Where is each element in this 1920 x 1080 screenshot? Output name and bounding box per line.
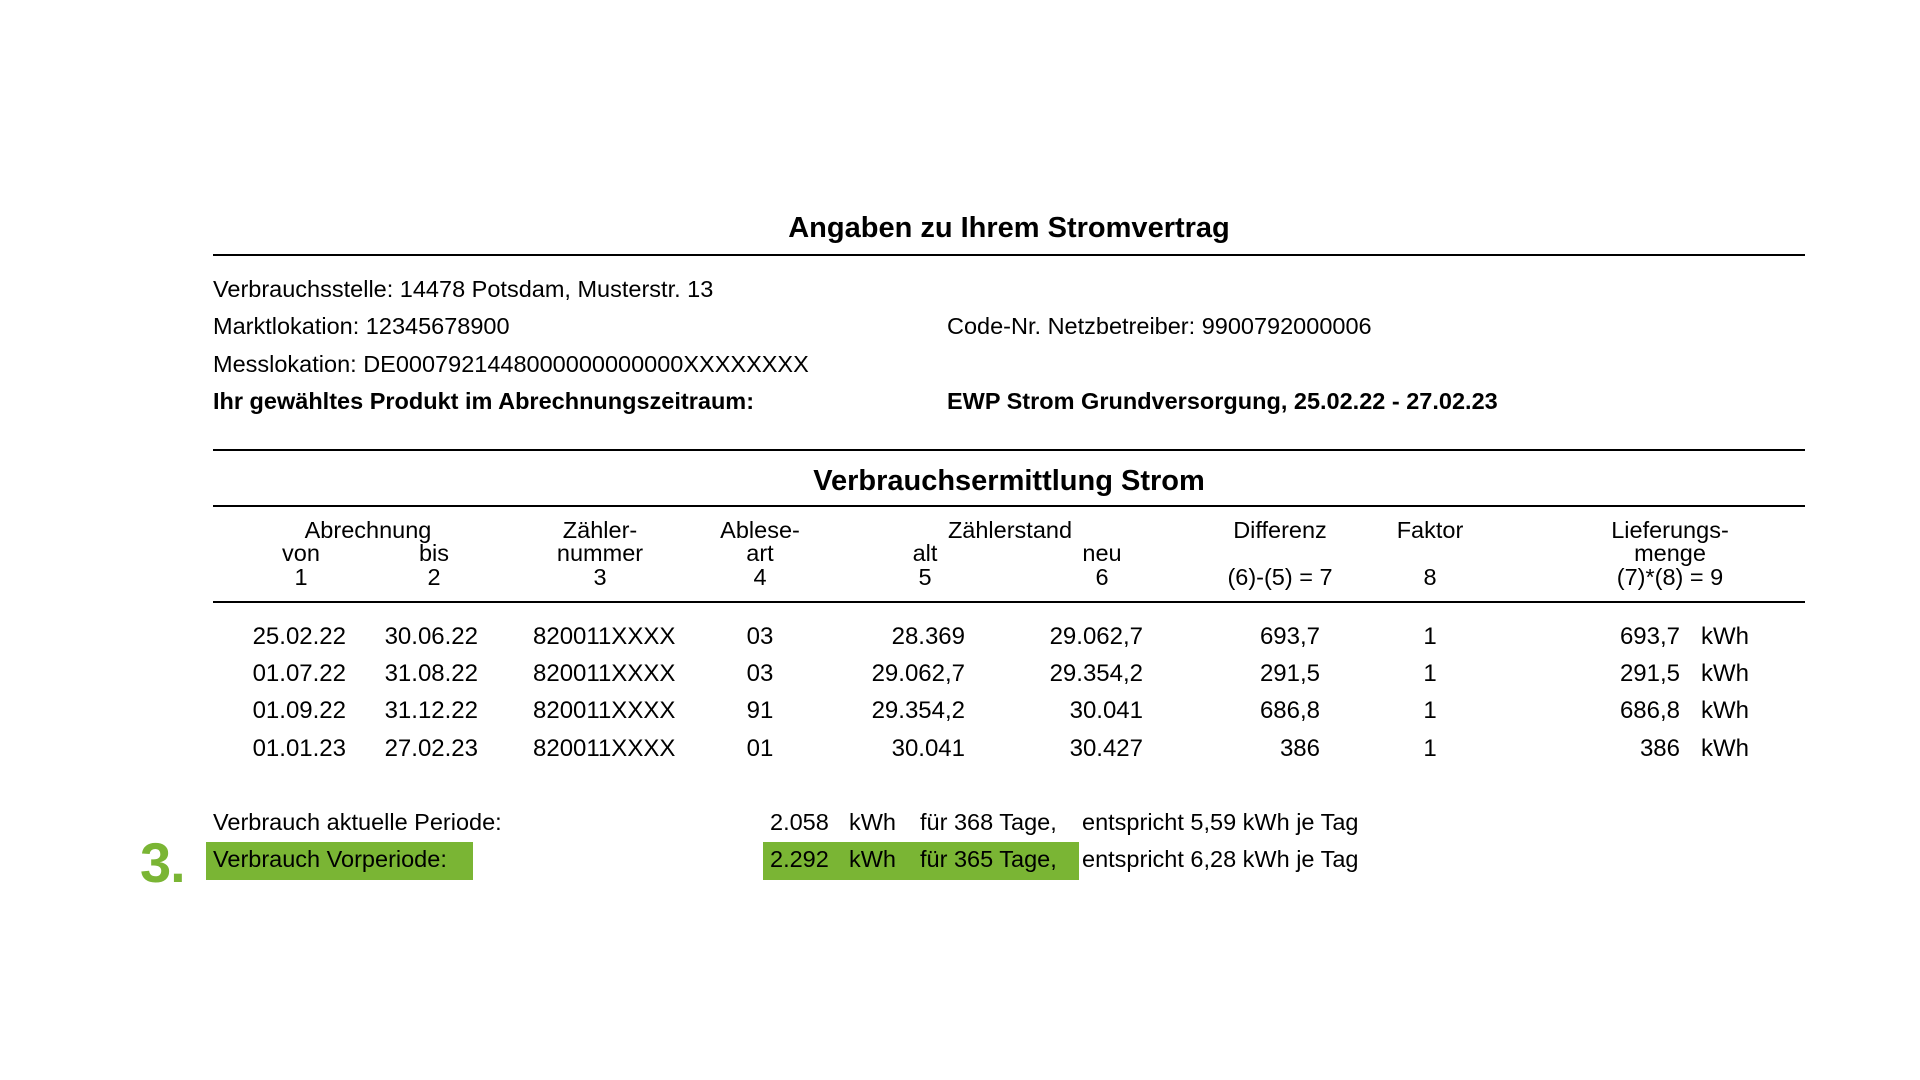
header-faktor: Faktor [1396,517,1464,543]
cell-zaehler: 820011XXXX [533,697,676,724]
marktlokation-text: Marktlokation: 12345678900 [213,313,510,339]
cell-alt: 30.041 [891,735,965,762]
header-alt: alt [912,540,938,566]
consumption-title: Verbrauchsermittlung Strom [813,465,1205,497]
cell-differenz: 686,8 [1259,697,1320,724]
cell-von: 25.02.22 [252,623,346,650]
header-lieferungs: Lieferungs- [1611,517,1729,543]
cell-differenz: 693,7 [1259,623,1320,650]
header-lieferungs-formula: (7)*(8) = 9 [1616,564,1724,590]
cell-faktor: 1 [1423,735,1437,762]
cell-neu: 30.041 [1069,697,1143,724]
current-period-days: für 368 Tage, [920,809,1057,835]
header-zaehler: Zähler- [562,517,638,543]
cell-differenz: 291,5 [1259,660,1320,687]
header-col-1: 1 [294,564,308,590]
header-col-5: 5 [918,564,932,590]
header-zaehler-nummer: nummer [556,540,644,566]
current-period-value: 2.058 [770,809,829,835]
cell-bis: 27.02.23 [384,735,478,762]
header-bis: bis [418,540,450,566]
cell-art: 01 [746,735,774,762]
produkt-value: EWP Strom Grundversorgung, 25.02.22 - 27.02.23 [947,388,1498,414]
header-col-2: 2 [427,564,441,590]
cell-alt: 28.369 [891,623,965,650]
cell-unit: kWh [1701,660,1749,687]
header-lieferungs-menge: menge [1634,540,1706,566]
netzbetreiber-text: Code-Nr. Netzbetreiber: 9900792000006 [947,313,1372,339]
cell-zaehler: 820011XXXX [533,623,676,650]
cell-art: 91 [746,697,774,724]
cell-alt: 29.354,2 [871,697,965,724]
current-period-label: Verbrauch aktuelle Periode: [213,809,502,835]
previous-period-unit: kWh [849,846,896,872]
header-differenz: Differenz [1233,517,1327,543]
cell-menge: 686,8 [1619,697,1680,724]
cell-zaehler: 820011XXXX [533,660,676,687]
header-col-3: 3 [593,564,607,590]
contract-title: Angaben zu Ihrem Stromvertrag [788,212,1230,244]
header-ablese-art: art [746,540,774,566]
current-period-unit: kWh [849,809,896,835]
cell-neu: 29.062,7 [1049,623,1143,650]
cell-faktor: 1 [1423,623,1437,650]
cell-bis: 31.12.22 [384,697,478,724]
step-marker: 3. [140,831,185,894]
divider [213,254,1805,256]
cell-faktor: 1 [1423,697,1437,724]
cell-art: 03 [746,660,774,687]
messlokation-text: Messlokation: DE0007921448000000000000XXXXXXXX [213,351,809,377]
cell-unit: kWh [1701,735,1749,762]
header-col-4: 4 [753,564,767,590]
header-col-6: 6 [1095,564,1109,590]
cell-art: 03 [746,623,774,650]
previous-period-days: für 365 Tage, [920,846,1057,872]
previous-period-label: Verbrauch Vorperiode: [213,846,447,872]
previous-period-per-day: entspricht 6,28 kWh je Tag [1082,846,1359,872]
header-ablese: Ablese- [720,517,800,543]
cell-bis: 31.08.22 [384,660,478,687]
current-period-per-day: entspricht 5,59 kWh je Tag [1082,809,1359,835]
header-differenz-formula: (6)-(5) = 7 [1227,564,1333,590]
verbrauchsstelle-text: Verbrauchsstelle: 14478 Potsdam, Musterstr. 13 [213,276,714,302]
cell-von: 01.01.23 [252,735,346,762]
cell-menge: 291,5 [1619,660,1680,687]
header-neu: neu [1082,540,1122,566]
cell-von: 01.09.22 [252,697,346,724]
cell-von: 01.07.22 [252,660,346,687]
cell-unit: kWh [1701,623,1749,650]
divider [213,505,1805,507]
cell-menge: 386 [1639,735,1680,762]
header-zaehlerstand: Zählerstand [947,517,1073,543]
cell-menge: 693,7 [1619,623,1680,650]
cell-differenz: 386 [1279,735,1320,762]
previous-period-value: 2.292 [770,846,829,872]
cell-faktor: 1 [1423,660,1437,687]
header-col-8: 8 [1423,564,1437,590]
header-abrechnung: Abrechnung [304,517,432,543]
produkt-label: Ihr gewähltes Produkt im Abrechnungszeitraum: [213,388,755,414]
divider [213,601,1805,603]
cell-bis: 30.06.22 [384,623,478,650]
divider [213,449,1805,451]
cell-alt: 29.062,7 [871,660,965,687]
cell-neu: 30.427 [1069,735,1143,762]
cell-neu: 29.354,2 [1049,660,1143,687]
cell-unit: kWh [1701,697,1749,724]
cell-zaehler: 820011XXXX [533,735,676,762]
header-von: von [282,540,320,566]
